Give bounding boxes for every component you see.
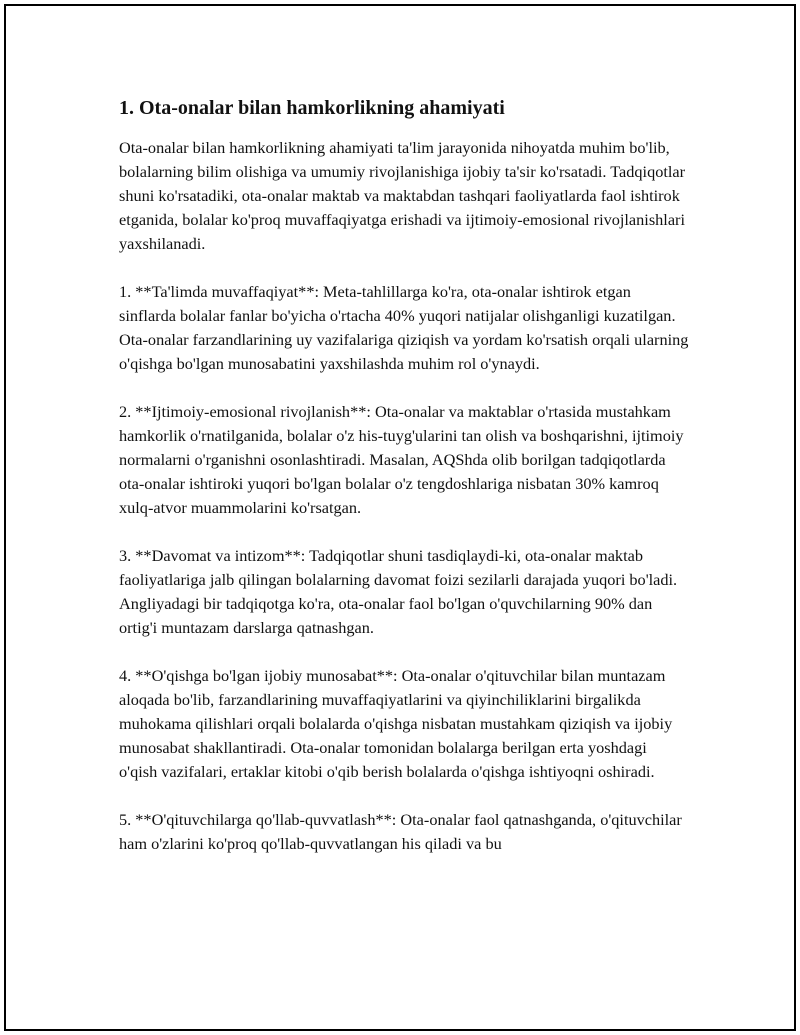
section-title: 1. Ota-onalar bilan hamkorlikning ahamiyati: [119, 97, 505, 119]
point-4-paragraph: 4. **O'qishga bo'lgan ijobiy munosabat**: Ota-onalar o'qituvchilar bilan muntazam aloqada bo'lib, farzandlarining muvaffaqiyatlarini va qiyinchiliklarini birgalikda muhokama qilishlari orqali bolalarda o'qishga nisbatan mustahkam qiziqish va ijobiy munosabat shakllantiradi. Ota-onalar tomonidan bolalarga berilgan erta yoshdagi o'qish vazifalari, ertaklar kitobi o'qib berish bolalarda o'qishga ishtiyoqni oshiradi.: [119, 666, 673, 781]
document-body: [119, 94, 689, 880]
point-1-paragraph: 1. **Ta'limda muvaffaqiyat**: Meta-tahlillarga ko'ra, ota-onalar ishtirok etgan sinflarda bolalar fanlar bo'yicha o'rtacha 40% yuqori natijalar olishganligi kuzatilgan. Ota-onalar farzandlarining uy vazifalariga qiziqish va yordam ko'rsatish orqali ularning o'qishga bo'lgan munosabatini yaxshilashda muhim rol o'ynaydi.: [119, 282, 689, 373]
document-page: [4, 4, 796, 1031]
point-3-paragraph: 3. **Davomat va intizom**: Tadqiqotlar shuni tasdiqlaydi-ki, ota-onalar maktab faoliyatlariga jalb qilingan bolalarning davomat foizi sezilarli darajada yuqori bo'ladi. Angliyadagi bir tadqiqotga ko'ra, ota-onalar faol bo'lgan o'quvchilarning 90% dan ortig'i muntazam darslarga qatnashgan.: [119, 546, 678, 637]
intro-paragraph: Ota-onalar bilan hamkorlikning ahamiyati ta'lim jarayonida nihoyatda muhim bo'lib, bolalarning bilim olishiga va umumiy rivojlanishiga ijobiy ta'sir ko'rsatadi. Tadqiqotlar shuni ko'rsatadiki, ota-onalar maktab va maktabdan tashqari faoliyatlarda faol ishtirok etganida, bolalar ko'proq muvaffaqiyatga erishadi va ijtimoiy-emosional rivojlanishlari yaxshilanadi.: [119, 138, 686, 253]
point-2-paragraph: 2. **Ijtimoiy-emosional rivojlanish**: Ota-onalar va maktablar o'rtasida mustahkam hamkorlik o'rnatilganida, bolalar o'z his-tuyg'ularini tan olish va boshqarishni, ijtimoiy normalarni o'rganishni osonlashtiradi. Masalan, AQShda olib borilgan tadqiqotlarda ota-onalar ishtiroki yuqori bo'lgan bolalar o'z tengdoshlariga nisbatan 30% kamroq xulq-atvor muammolarini ko'rsatgan.: [119, 402, 684, 517]
point-5-paragraph: 5. **O'qituvchilarga qo'llab-quvvatlash**: Ota-onalar faol qatnashganda, o'qituvchilar ham o'zlarini ko'proq qo'llab-quvvatlangan his qiladi va bu: [119, 810, 682, 853]
